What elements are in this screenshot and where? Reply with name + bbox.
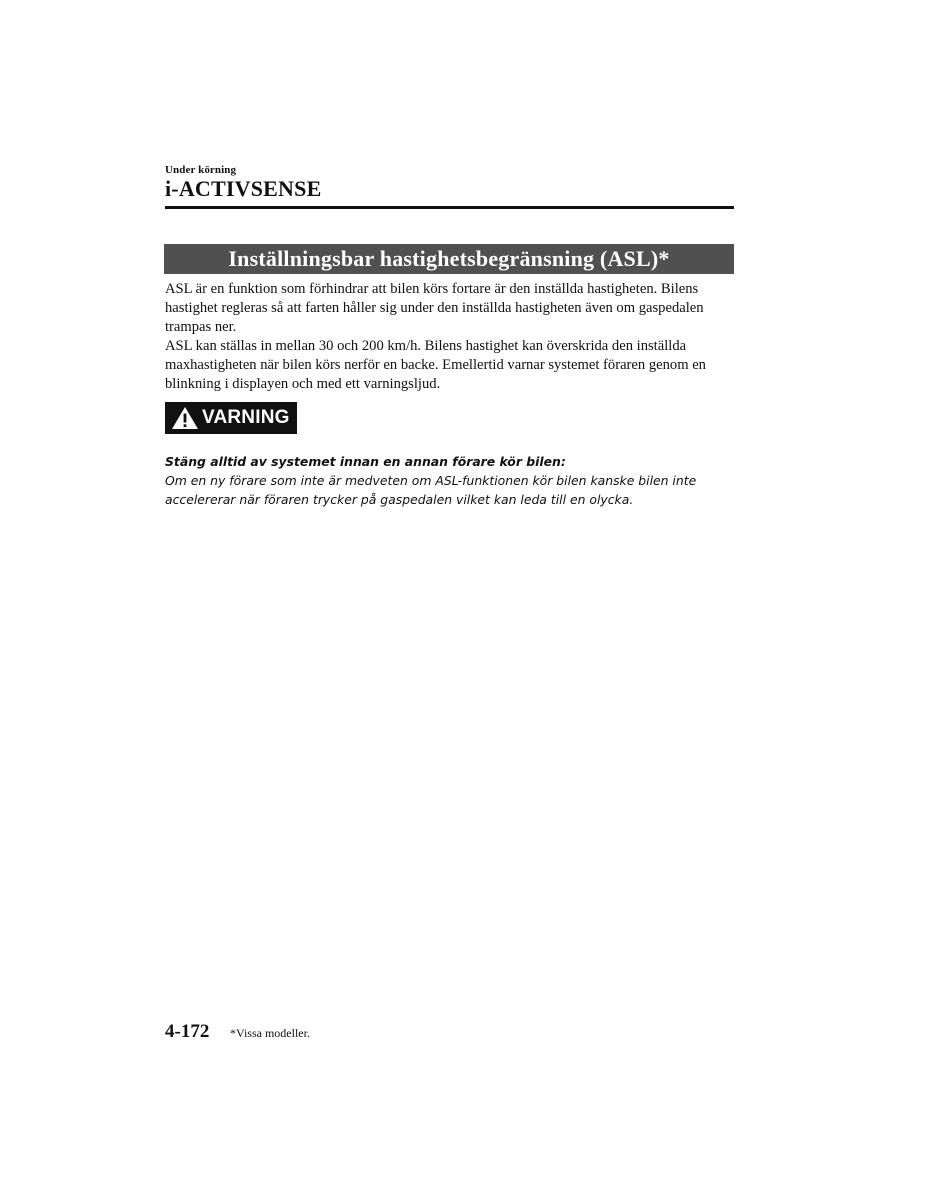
- warning-triangle-icon: [170, 405, 200, 431]
- page-number: 4-172: [165, 1021, 210, 1042]
- body-paragraph-2: ASL kan ställas in mellan 30 och 200 km/h. Bilens hastighet kan överskrida den inställda maxhastigheten när bilen körs nerför en backe. Emellertid varnar systemet föraren genom en blinkning i displayen och med ett varningsljud.: [165, 338, 706, 392]
- chapter-divider: [165, 206, 734, 209]
- running-head: Under körning: [165, 164, 237, 176]
- warning-label: [165, 402, 297, 434]
- body-paragraph-1: ASL är en funktion som förhindrar att bilen körs fortare är den inställda hastigheten. Bilens hastighet regleras så att farten håller sig under den inställda hastigheten även om gaspedalen trampas ner.: [165, 281, 704, 335]
- warning-label-text: VARNING: [202, 407, 290, 428]
- warning-text: Om en ny förare som inte är medveten om ASL-funktionen kör bilen kanske bilen inte accelererar när föraren trycker på gaspedalen vilket kan leda till en olycka.: [165, 473, 697, 507]
- section-title: Inställningsbar hastighetsbegränsning (ASL)*: [228, 246, 670, 271]
- body-text: [165, 280, 737, 394]
- warning-body: [165, 452, 735, 509]
- section-title-banner: [164, 244, 734, 274]
- chapter-title: i-ACTIVSENSE: [165, 176, 322, 201]
- warning-heading: Stäng alltid av systemet innan en annan förare kör bilen:: [165, 454, 566, 469]
- footnote: *Vissa modeller.: [230, 1026, 310, 1040]
